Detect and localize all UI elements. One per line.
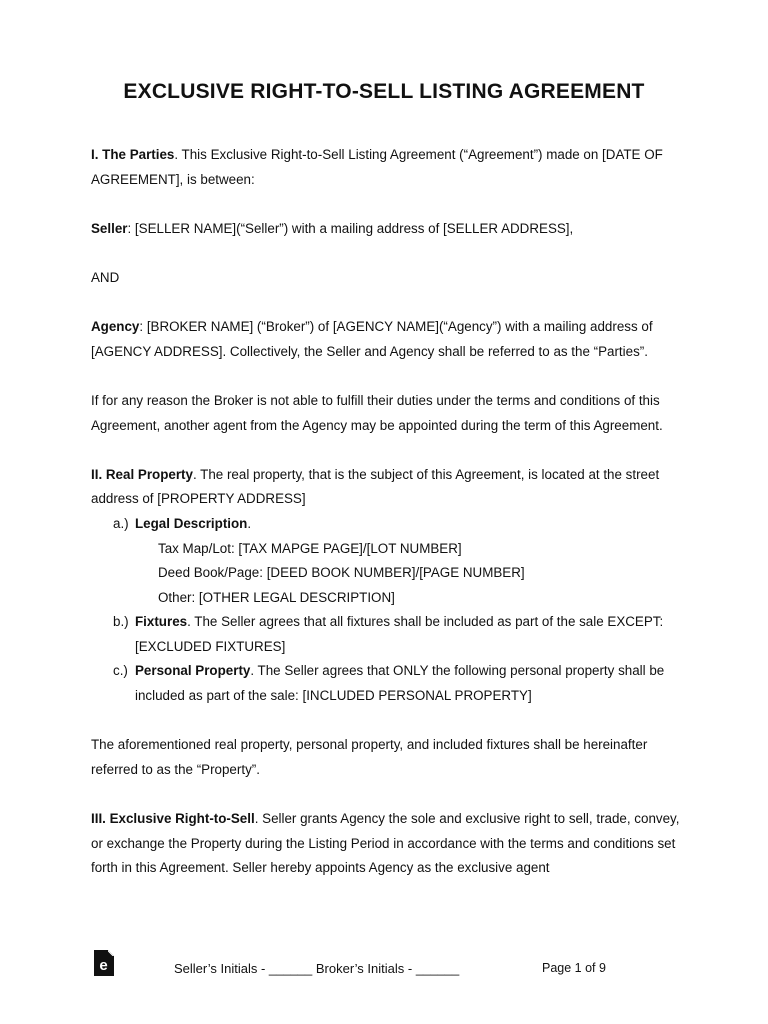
fixtures-text: . The Seller agrees that all fixtures shall be included as part of the sale EXCEPT: [EXCLUDED FIXTURES] xyxy=(135,614,664,654)
document-title: EXCLUSIVE RIGHT-TO-SELL LISTING AGREEMENT xyxy=(123,80,645,103)
page-footer xyxy=(0,950,768,990)
legal-description-item xyxy=(91,512,691,537)
personal-property-label: Personal Property xyxy=(135,663,251,679)
parties-text: . This Exclusive Right-to-Sell Listing Agreement (“Agreement”) made on [DATE OF AGREEMENT], is between: xyxy=(91,147,663,187)
document-logo-icon xyxy=(94,950,114,979)
list-marker: b.) xyxy=(113,614,129,630)
personal-property-text: . The Seller agrees that ONLY the following personal property shall be included as part of the sale: [INCLUDED PERSONAL PROPERTY] xyxy=(135,663,665,704)
fixtures-item xyxy=(91,610,691,659)
svg-text:e: e xyxy=(99,957,108,974)
property-paragraph: The aforementioned real property, personal property, and included fixtures shall be hereinafter referred to as the “Property”. xyxy=(91,737,648,777)
legal-description-line: Other: [OTHER LEGAL DESCRIPTION] xyxy=(158,589,395,605)
real-property-paragraph xyxy=(91,463,691,512)
legal-description-line: Tax Map/Lot: [TAX MAPGE PAGE]/[LOT NUMBER] xyxy=(158,540,462,556)
list-marker: c.) xyxy=(113,663,128,679)
seller-paragraph xyxy=(91,217,691,242)
agency-text: : [BROKER NAME] (“Broker”) of [AGENCY NAME](“Agency”) with a mailing address of [AGENCY ADDRESS]. Collectively, the Seller and Agency shall be referred to as the “Parties”. xyxy=(91,319,653,359)
document-body xyxy=(91,143,691,881)
real-property-heading: II. Real Property xyxy=(91,466,193,482)
exclusive-paragraph xyxy=(91,807,691,881)
personal-property-item xyxy=(91,659,691,708)
legal-description-line: Deed Book/Page: [DEED BOOK NUMBER]/[PAGE NUMBER] xyxy=(158,565,525,581)
parties-heading: I. The Parties xyxy=(91,147,175,162)
seller-text: : [SELLER NAME](“Seller”) with a mailing address of [SELLER ADDRESS], xyxy=(127,220,574,236)
agency-paragraph xyxy=(91,315,691,364)
legal-description-label: Legal Description xyxy=(135,515,248,531)
and-paragraph: AND xyxy=(91,269,120,285)
parties-paragraph xyxy=(91,143,691,192)
list-marker: a.) xyxy=(113,515,129,531)
page-number: Page 1 of 9 xyxy=(542,961,606,975)
fixtures-label: Fixtures xyxy=(135,614,188,630)
legal-description-punct: . xyxy=(247,515,252,531)
real-property-text: . The real property, that is the subject of this Agreement, is located at the street address of [PROPERTY ADDRESS] xyxy=(91,466,660,507)
seller-label: Seller xyxy=(91,220,128,236)
exclusive-heading: III. Exclusive Right-to-Sell xyxy=(91,811,255,827)
initials-line: Seller’s Initials - ______ Broker’s Initials - ______ xyxy=(174,961,460,976)
agency-label: Agency xyxy=(91,319,140,335)
broker-paragraph: If for any reason the Broker is not able to fulfill their duties under the terms and conditions of this Agreement, another agent from the Agency may be appointed during the term of this Agreement. xyxy=(91,392,663,433)
exclusive-text: . Seller grants Agency the sole and exclusive right to sell, trade, convey, or exchange the Property during the Listing Period in accordance with the terms and conditions set forth in this Agreement. Seller hereby appoints Agency as the exclusive agent xyxy=(91,811,680,876)
